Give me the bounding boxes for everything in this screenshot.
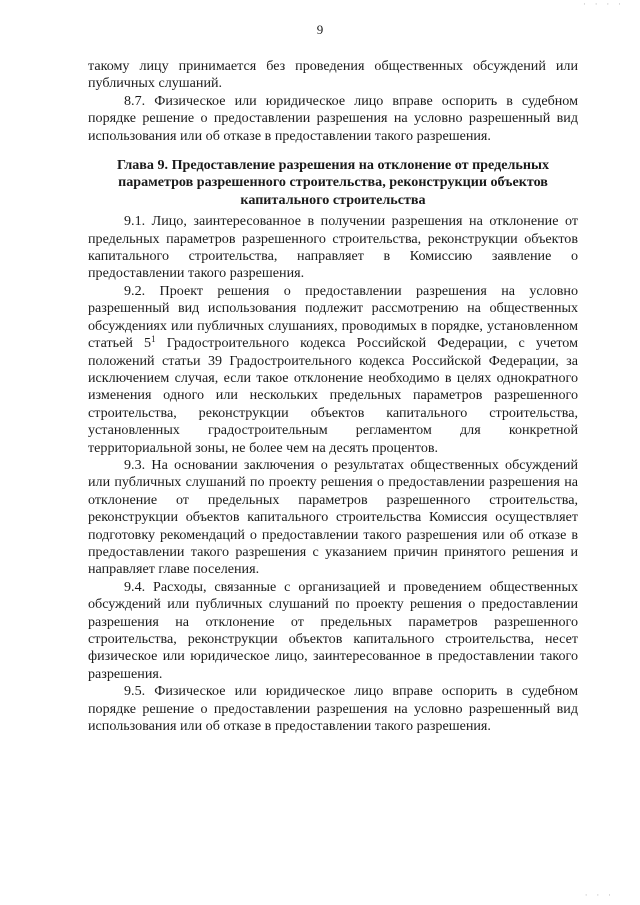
- document-body: [88, 58, 578, 735]
- paragraph-9-2-superscript: 1: [151, 334, 156, 345]
- paragraph-9-1: 9.1. Лицо, заинтересованное в получении разрешения на отклонение от предельных параметров разрешенного строительства, реконструкции объектов капитального строительства, направляет в Комиссию заявление о предоставлении такого разрешения.: [88, 213, 578, 282]
- scan-corner-mark-bottom: · · ·: [584, 891, 614, 901]
- paragraph-9-2-part-1: 9.2. Проект решения о предоставлении разрешения на условно разрешенный вид использования подлежит рассмотрению на общественных обсуждениях или публичных слушаниях, проводимых в порядке, установленном статьей 5: [88, 282, 578, 352]
- paragraph-continuation: такому лицу принимается без проведения общественных обсуждений или публичных слушаний.: [88, 58, 578, 92]
- paragraph-9-4: 9.4. Расходы, связанные с организацией и проведением общественных обсуждений или публичных слушаний по проекту решения о предоставлении разрешения на отклонение от предельных параметров разрешенного строительства, реконструкции объектов капитального строительства, несет физическое или юридическое лицо, заинтересованное в предоставлении такого разрешения.: [88, 578, 578, 682]
- chapter-heading: Глава 9. Предоставление разрешения на отклонение от предельных параметров разрешенного строительства, реконструкции объектов капитального строительства: [116, 157, 550, 208]
- paragraph-9-3: 9.3. На основании заключения о результатах общественных обсуждений или публичных слушаний по проекту решения о предоставлении разрешения на отклонение от предельных параметров разрешенного строительства, реконструкции объектов капитального строительства Комиссия осуществляет подготовку рекомендаций о предоставлении такого разрешения или об отказе в предоставлении такого разрешения с указанием причин принятого решения и направляет главе поселения.: [88, 456, 578, 578]
- page-number: 9: [316, 22, 324, 37]
- paragraph-9-2: [88, 283, 578, 457]
- paragraph-8-7: 8.7. Физическое или юридическое лицо вправе оспорить в судебном порядке решение о предоставлении разрешения на условно разрешенный вид использования или об отказе в предоставлении такого разрешения.: [88, 92, 578, 144]
- paragraph-9-2-part-2: Градостроительного кодекса Российской Федерации, с учетом положений статьи 39 Градостроительного кодекса Российской Федерации, за исключением случая, если такое отклонение необходимо в целях однократного изменения одного или нескольких предельных параметров разрешенного строительства, реконструкции объектов капитального строительства, установленных градостроительным регламентом для конкретной территориальной зоны, не более чем на десять процентов.: [88, 335, 578, 456]
- scan-corner-mark-top: · · · ·: [582, 0, 624, 10]
- paragraph-9-5: 9.5. Физическое или юридическое лицо вправе оспорить в судебном порядке решение о предоставлении разрешения на условно разрешенный вид использования или об отказе в предоставлении такого разрешения.: [88, 683, 578, 735]
